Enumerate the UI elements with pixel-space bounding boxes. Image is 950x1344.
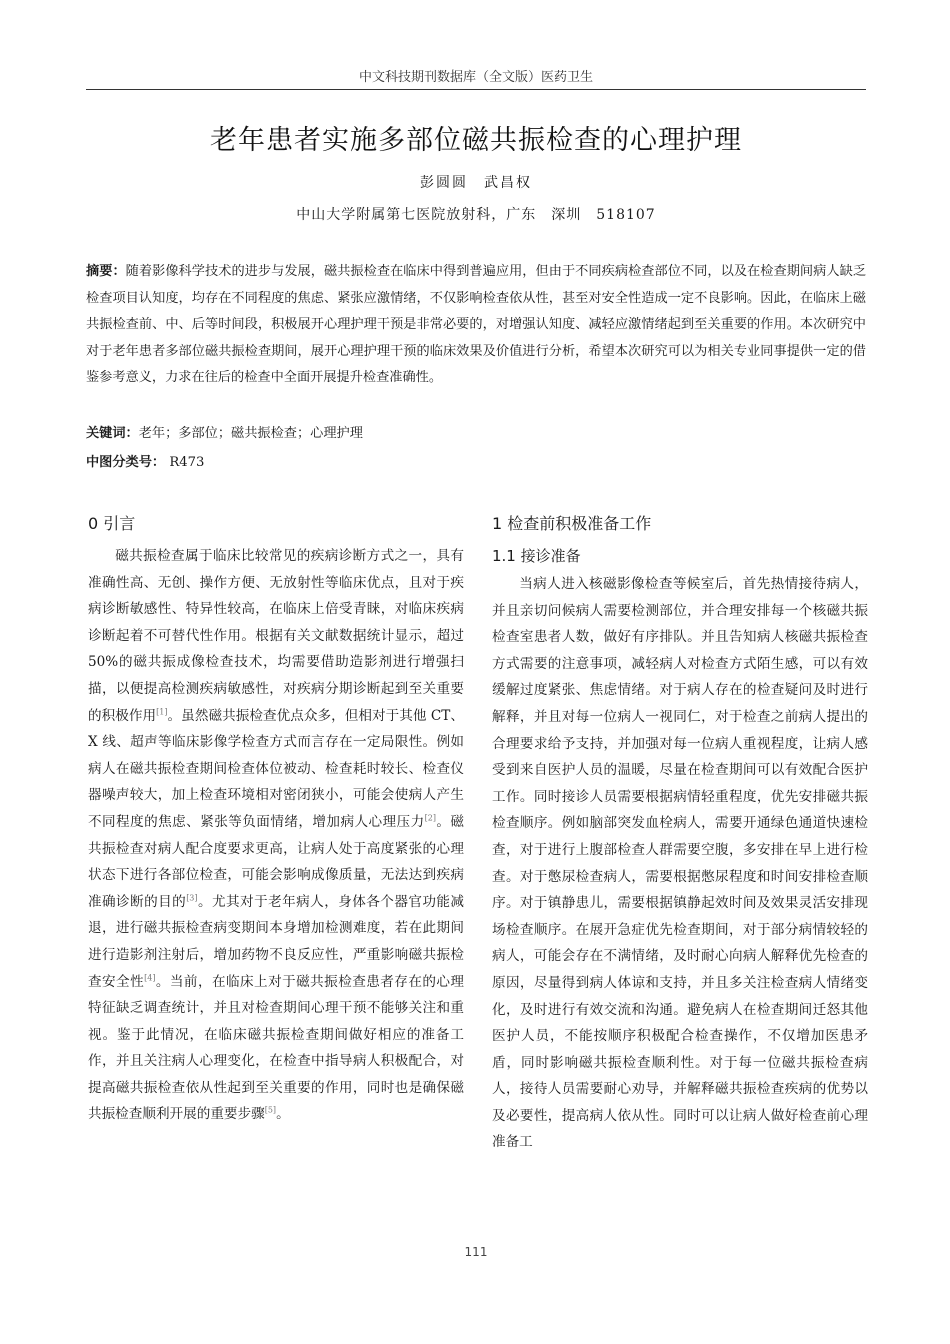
classification — [86, 451, 204, 470]
keywords-text: 老年；多部位；磁共振检查；心理护理 — [138, 426, 363, 441]
abstract-label: 摘要： — [86, 264, 126, 279]
left-column — [88, 511, 464, 1128]
citation-ref: [4] — [144, 972, 156, 982]
intro-text-1: 磁共振检查属于临床比较常见的疾病诊断方式之一，具有准确性高、无创、操作方便、无放射性等临床优点，且对于疾病诊断敏感性、特异性较高，在临床上倍受青睐，对临床疾病诊断起着不可替代性作用。根据有关文献数据统计显示，超过 50%的磁共振成像检查技术，均需要借助造影剂进行增强扫描，以便提高检测疾病敏感性，对疾病分期诊断起到至关重要的积极作用 — [88, 548, 464, 724]
affiliation: 中山大学附属第七医院放射科，广东 深圳 518107 — [296, 207, 656, 223]
citation-ref: [2] — [424, 813, 436, 823]
intro-text-2: 。虽然磁共振检查优点众多，但相对于其他 CT、X 线、超声等临床影像学检查方式而言存在一定局限性。例如病人在磁共振检查期间检查体位被动、检查耗时较长、检查仪器噪声较大，加上检查环境相对密闭狭小，可能会使病人产生不同程度的焦虑、紧张等负面情绪，增加病人心理压力 — [88, 707, 465, 830]
section-heading-intro: 0 引言 — [88, 514, 136, 533]
section-1-1-paragraph: 当病人进入核磁影像检查等候室后，首先热情接待病人，并且亲切问候病人需要检测部位，并合理安排每一个核磁共振检查室患者人数，做好有序排队。并且告知病人核磁共振检查方式需要的注意事项，减轻病人对检查方式陌生感，可以有效缓解过度紧张、焦虑情绪。对于病人存在的检查疑问及时进行解释，并且对每一位病人一视同仁，对于检查之前病人提出的合理要求给予支持，并加强对每一位病人重视程度，让病人感受到来自医护人员的温暖，尽量在检查期间可以有效配合医护工作。同时接诊人员需要根据病情轻重程度，优先安排磁共振检查顺序。例如脑部突发血栓病人，需要开通绿色通道快速检查，对于进行上腹部检查人群需要空腹，多安排在早上进行检查。对于憋尿检查病人，需要根据憋尿程度和时间安排检查顺序。对于镇静患儿，需要根据镇静起效时间及效果灵活安排现场检查顺序。在展开急症优先检查期间，对于部分病情较轻的病人，可能会存在不满情绪，及时耐心向病人解释优先检查的原因，尽量得到病人体谅和支持，并且多关注检查病人情绪变化，及时进行有效交流和沟通。避免病人在检查期间迁怒其他医护人员，不能按顺序积极配合检查操作，不仅增加医患矛盾，同时影响磁共振检查顺利性。对于每一位磁共振检查病人，接待人员需要耐心劝导，并解释磁共振检查疾病的优势以及必要性，提高病人依从性。同时可以让病人做好检查前心理准备工 — [492, 576, 868, 1151]
keywords-label: 关键词： — [86, 426, 139, 441]
intro-text-6: 。 — [276, 1106, 290, 1123]
classification-code: R473 — [165, 455, 205, 470]
header-divider — [86, 89, 866, 90]
citation-ref: [1] — [156, 707, 168, 717]
citation-ref: [5] — [264, 1105, 277, 1115]
intro-text-4: 。尤其对于老年病人，身体各个器官功能减退，进行磁共振检查病变期间本身增加检测难度，若在此期间进行造影剂注射后，增加药物不良反应性，严重影响磁共振检查安全性 — [88, 893, 465, 990]
right-column — [492, 511, 868, 1156]
intro-paragraph — [88, 543, 464, 1128]
abstract-text: 随着影像科学技术的进步与发展，磁共振检查在临床中得到普遍应用，但由于不同疾病检查部位不同，以及在检查期间病人缺乏检查项目认知度，均存在不同程度的焦虑、紧张应激情绪，不仅影响检查依从性，甚至对安全性造成一定不良影响。因此，在临床上磁共振检查前、中、后等时间段，积极展开心理护理干预是非常必要的，对增强认知度、减轻应激情绪起到至关重要的作用。本次研究中对于老年患者多部位磁共振检查期间，展开心理护理干预的临床效果及价值进行分析，希望本次研究可以为相关专业同事提供一定的借鉴参考意义，力求在往后的检查中全面开展提升检查准确性。 — [86, 264, 867, 385]
journal-header: 中文科技期刊数据库（全文版）医药卫生 — [358, 70, 593, 85]
citation-ref: [3] — [186, 893, 198, 903]
subsection-heading-1-1: 1.1 接诊准备 — [492, 547, 581, 565]
classification-label: 中图分类号： — [86, 455, 166, 470]
page-number: 111 — [464, 1245, 488, 1259]
section-heading-1: 1 检查前积极准备工作 — [492, 514, 652, 533]
keywords — [86, 422, 363, 441]
authors: 彭圆圆 武昌权 — [420, 175, 532, 191]
abstract — [86, 259, 866, 392]
article-title: 老年患者实施多部位磁共振检查的心理护理 — [210, 125, 742, 156]
intro-text-3: 。磁共振检查对病人配合度要求更高，让病人处于高度紧张的心理状态下进行各部位检查，可能会影响成像质量，无法达到疾病准确诊断的目的 — [88, 813, 465, 910]
intro-text-5: 。当前，在临床上对于磁共振检查患者存在的心理特征缺乏调查统计，并且对检查期间心理干预不能够关注和重视。鉴于此情况，在临床磁共振检查期间做好相应的准备工作，并且关注病人心理变化，在检查中指导病人积极配合，对提高磁共振检查依从性起到至关重要的作用，同时也是确保磁共振检查顺利开展的重要步骤 — [88, 973, 465, 1123]
